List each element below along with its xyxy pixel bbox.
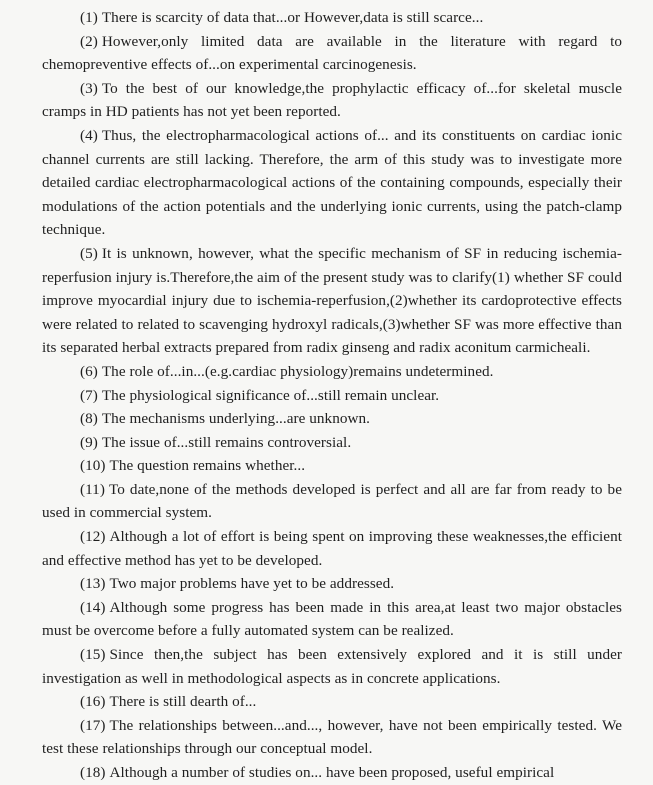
paragraph-number: (5)	[80, 244, 98, 262]
paragraph-text: Although a number of studies on... have been proposed, useful empirical	[109, 764, 555, 781]
paragraph-text: Although a lot of effort is being spent on improving these weaknesses,the efficient and effective method has yet to be developed.	[42, 528, 622, 569]
paragraph-16	[42, 690, 622, 714]
paragraph-number: (3)	[80, 79, 98, 97]
paragraph-number: (9)	[80, 433, 98, 451]
paragraph-text: Thus, the electropharmacological actions of... and its constituents on cardiac ionic channel currents are still lacking. Therefore, the arm of this study was to investigate more detailed cardiac electropharmacological actions of the containing compounds, especially their modulations of the action potentials and the underlying ionic currents, using the patch-clamp technique.	[42, 126, 622, 239]
paragraph-10	[42, 454, 622, 478]
paragraph-number: (11)	[80, 480, 105, 498]
paragraph-5	[42, 242, 622, 360]
paragraph-text: Two major problems have yet to be addressed.	[109, 575, 395, 593]
paragraph-number: (17)	[80, 716, 106, 734]
paragraph-text: The mechanisms underlying...are unknown.	[101, 410, 370, 428]
paragraph-3	[42, 77, 622, 124]
paragraph-number: (6)	[80, 362, 98, 380]
paragraph-13	[42, 572, 622, 596]
paragraph-text: The physiological significance of...still remain unclear.	[101, 386, 440, 404]
paragraph-text: There is still dearth of...	[109, 693, 257, 711]
paragraph-12	[42, 525, 622, 572]
paragraph-number: (13)	[80, 575, 106, 593]
paragraph-text: The issue of...still remains controversial.	[101, 433, 352, 451]
document-page	[42, 6, 622, 785]
paragraph-text: Since then,the subject has been extensively explored and it is still under investigation as well in methodological aspects as in concrete applications.	[42, 646, 622, 687]
paragraph-8	[42, 407, 622, 431]
paragraph-2	[42, 30, 622, 77]
paragraph-number: (1)	[80, 9, 98, 26]
paragraph-7	[42, 384, 622, 408]
paragraph-number: (10)	[80, 457, 106, 475]
paragraph-4	[42, 124, 622, 242]
paragraph-text: The question remains whether...	[109, 457, 306, 475]
paragraph-text: However,only limited data are available in the literature with regard to chemopreventive effects of...on experimental carcinogenesis.	[42, 32, 622, 74]
paragraph-14	[42, 596, 622, 643]
paragraph-number: (12)	[80, 528, 106, 546]
paragraph-number: (18)	[80, 764, 106, 781]
paragraph-text: It is unknown, however, what the specific mechanism of SF in reducing ischemia-reperfusion injury is.Therefore,the aim of the present study was to clarify(1) whether SF could improve myocardial injury due to ischemia-reperfusion,(2)whether its cardoprotective effects were related to related to scavenging hydroxyl radicals,(3)whether SF was more effective than its separated herbal extracts prepared from radix ginseng and radix aconitum carmicheali.	[42, 244, 622, 357]
paragraph-6	[42, 360, 622, 384]
paragraph-number: (15)	[80, 646, 106, 664]
paragraph-number: (14)	[80, 598, 106, 616]
paragraph-number: (4)	[80, 126, 98, 144]
paragraph-text: Although some progress has been made in this area,at least two major obstacles must be overcome before a fully automated system can be realized.	[42, 598, 622, 640]
paragraph-17	[42, 714, 622, 761]
paragraph-text: To date,none of the methods developed is perfect and all are far from ready to be used in commercial system.	[42, 480, 622, 522]
paragraph-number: (8)	[80, 410, 98, 428]
paragraph-number: (16)	[80, 693, 106, 711]
paragraph-number: (2)	[80, 32, 98, 50]
paragraph-number: (7)	[80, 386, 98, 404]
paragraph-18	[42, 761, 622, 785]
paragraph-9	[42, 431, 622, 455]
paragraph-text: The relationships between...and..., however, have not been empirically tested. We test these relationships through our conceptual model.	[42, 716, 622, 758]
paragraph-text: The role of...in...(e.g.cardiac physiology)remains undetermined.	[101, 362, 494, 380]
paragraph-text: There is scarcity of data that...or However,data is still scarce...	[101, 9, 484, 26]
paragraph-text: To the best of our knowledge,the prophylactic efficacy of...for skeletal muscle cramps in HD patients has not yet been reported.	[42, 79, 622, 121]
paragraph-1	[42, 6, 622, 30]
paragraph-15	[42, 643, 622, 690]
paragraph-11	[42, 478, 622, 525]
